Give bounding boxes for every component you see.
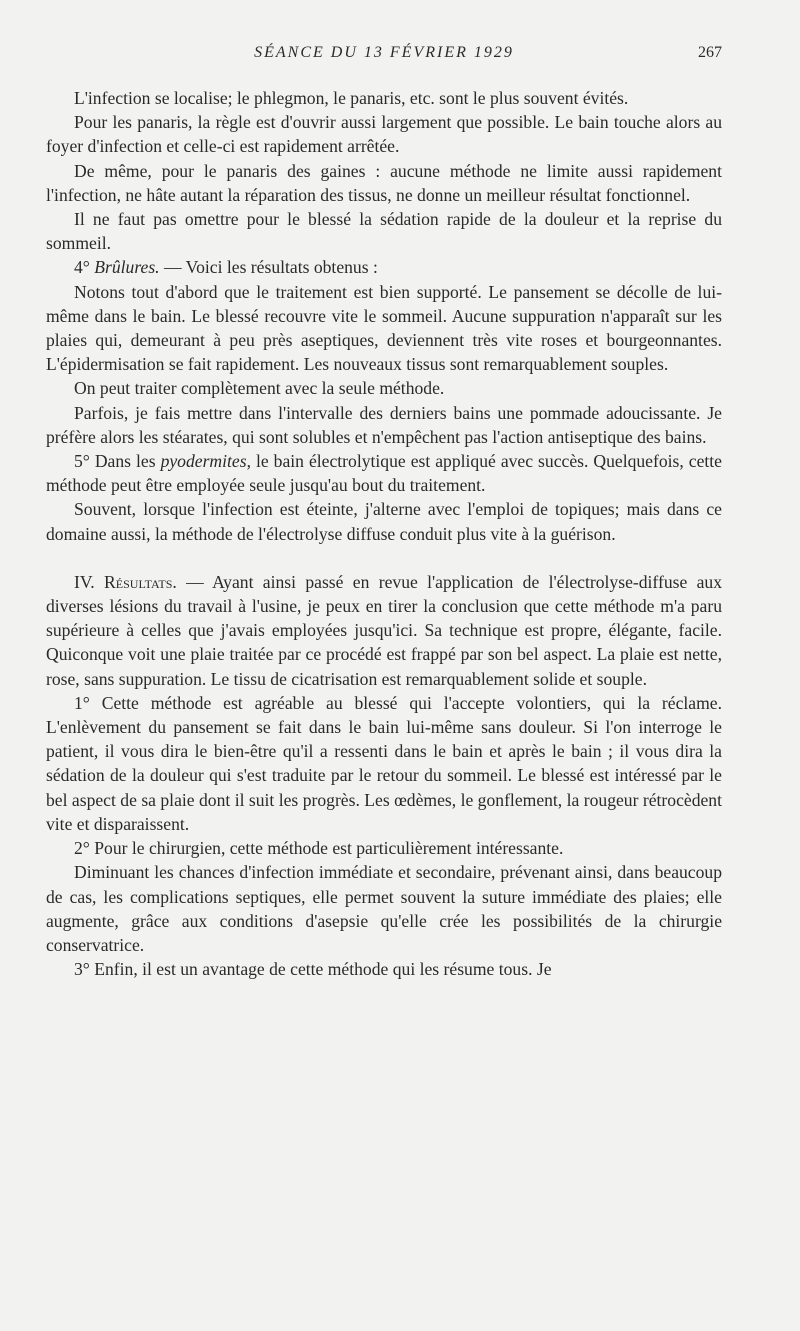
paragraph: Pour les panaris, la règle est d'ouvrir aussi largement que possible. Le bain touche alors au foyer d'infection et celle-ci est rapidement arrêtée. [46,112,722,157]
item-number: 5° [74,451,90,472]
paragraph: De même, pour le panaris des gaines : aucune méthode ne limite aussi rapidement l'infection, ne hâte autant la réparation des tissus, ne donne un meilleur résultat fonctionnel. [46,160,722,205]
item-number: 4° [74,257,90,278]
paragraph: L'infection se localise; le phlegmon, le panaris, etc. sont le plus souvent évités. [74,88,629,108]
paragraph: Parfois, je fais mettre dans l'intervalle des derniers bains une pommade adoucissante. Je préfère alors les stéarates, qui sont solubles et n'empêchent pas l'action antiseptique des bains. [46,402,722,447]
paragraph: 3° Enfin, il est un avantage de cette méthode qui les résume tous. Je [74,959,552,980]
page-header [46,38,722,68]
body-text [46,86,722,981]
paragraph: On peut traiter complètement avec la seule méthode. [74,378,445,399]
page-number: 267 [698,44,722,61]
item-text: Dans les [89,451,161,472]
running-head: SÉANCE DU 13 FÉVRIER 1929 [254,44,514,61]
item-text: — Voici les résultats obtenus : [159,257,378,278]
item-text: , le bain électrolytique est appliqué avec succès. Quelquefois, cette méthode peut être employée seule jusqu'au bout du traitement. [46,451,722,496]
paragraph: 1° Cette méthode est agréable au blessé qui l'accepte volontiers, qui la réclame. L'enlèvement du pansement se fait dans le bain lui-même sans douleur. Si l'on interroge le patient, il vous dira le bien-être qu'il a ressenti dans le bain et après le bain ; il vous dira la sédation de la douleur qui s'est traduite par le retour du sommeil. Le blessé est intéressé par le bel aspect de sa plaie dont il suit les progrès. Les œdèmes, le gonflement, la rougeur rétrocèdent vite et disparaissent. [46,692,722,834]
paragraph: Souvent, lorsque l'infection est éteinte, j'alterne avec l'emploi de topiques; mais dans ce domaine aussi, la méthode de l'électrolyse diffuse conduit plus vite à la guérison. [46,499,722,544]
paragraph: 2° Pour le chirurgien, cette méthode est particulièrement intéressante. [74,838,564,859]
paragraph: Notons tout d'abord que le traitement est bien supporté. Le pansement se décolle de lui-même dans le bain. Le blessé recouvre vite le sommeil. Aucune suppuration n'apparaît sur les plaies qui, demeurant à peu près aseptiques, deviennent très vite roses et bourgeonnantes. L'épidermisation se fait rapidement. Les nouveaux tissus sont remarquablement souples. [46,281,722,375]
paragraph-burns [46,255,722,279]
section-results [46,570,722,691]
paragraph-pyodermites [46,449,722,497]
section-heading: Résultats. [104,571,177,592]
section-number: IV. [74,571,95,592]
paragraph: Diminuant les chances d'infection immédiate et secondaire, prévenant ainsi, dans beaucoup de cas, les complications septiques, elle permet souvent la suture immédiate des plaies; elle augmente, grâce aux conditions d'asepsie qu'elle crée les possibilités de la chirurgie conservatrice. [46,862,722,955]
document-page [46,38,722,981]
item-title: Brûlures. [94,257,160,278]
item-term: pyodermites [160,451,247,472]
section-text: — Ayant ainsi passé en revue l'application de l'électrolyse-diffuse aux diverses lésions du travail à l'usine, je peux en tirer la conclusion que cette méthode m'a paru supérieure à celles que j'avais employées jusqu'ici. Sa technique est propre, élégante, facile. Quiconque voit une plaie traitée par ce procédé est frappé par son bel aspect. La plaie est nette, rose, sans suppuration. Le tissu de cicatrisation est remarquablement solide et souple. [46,571,723,689]
paragraph: Il ne faut pas omettre pour le blessé la sédation rapide de la douleur et la reprise du sommeil. [46,209,722,254]
